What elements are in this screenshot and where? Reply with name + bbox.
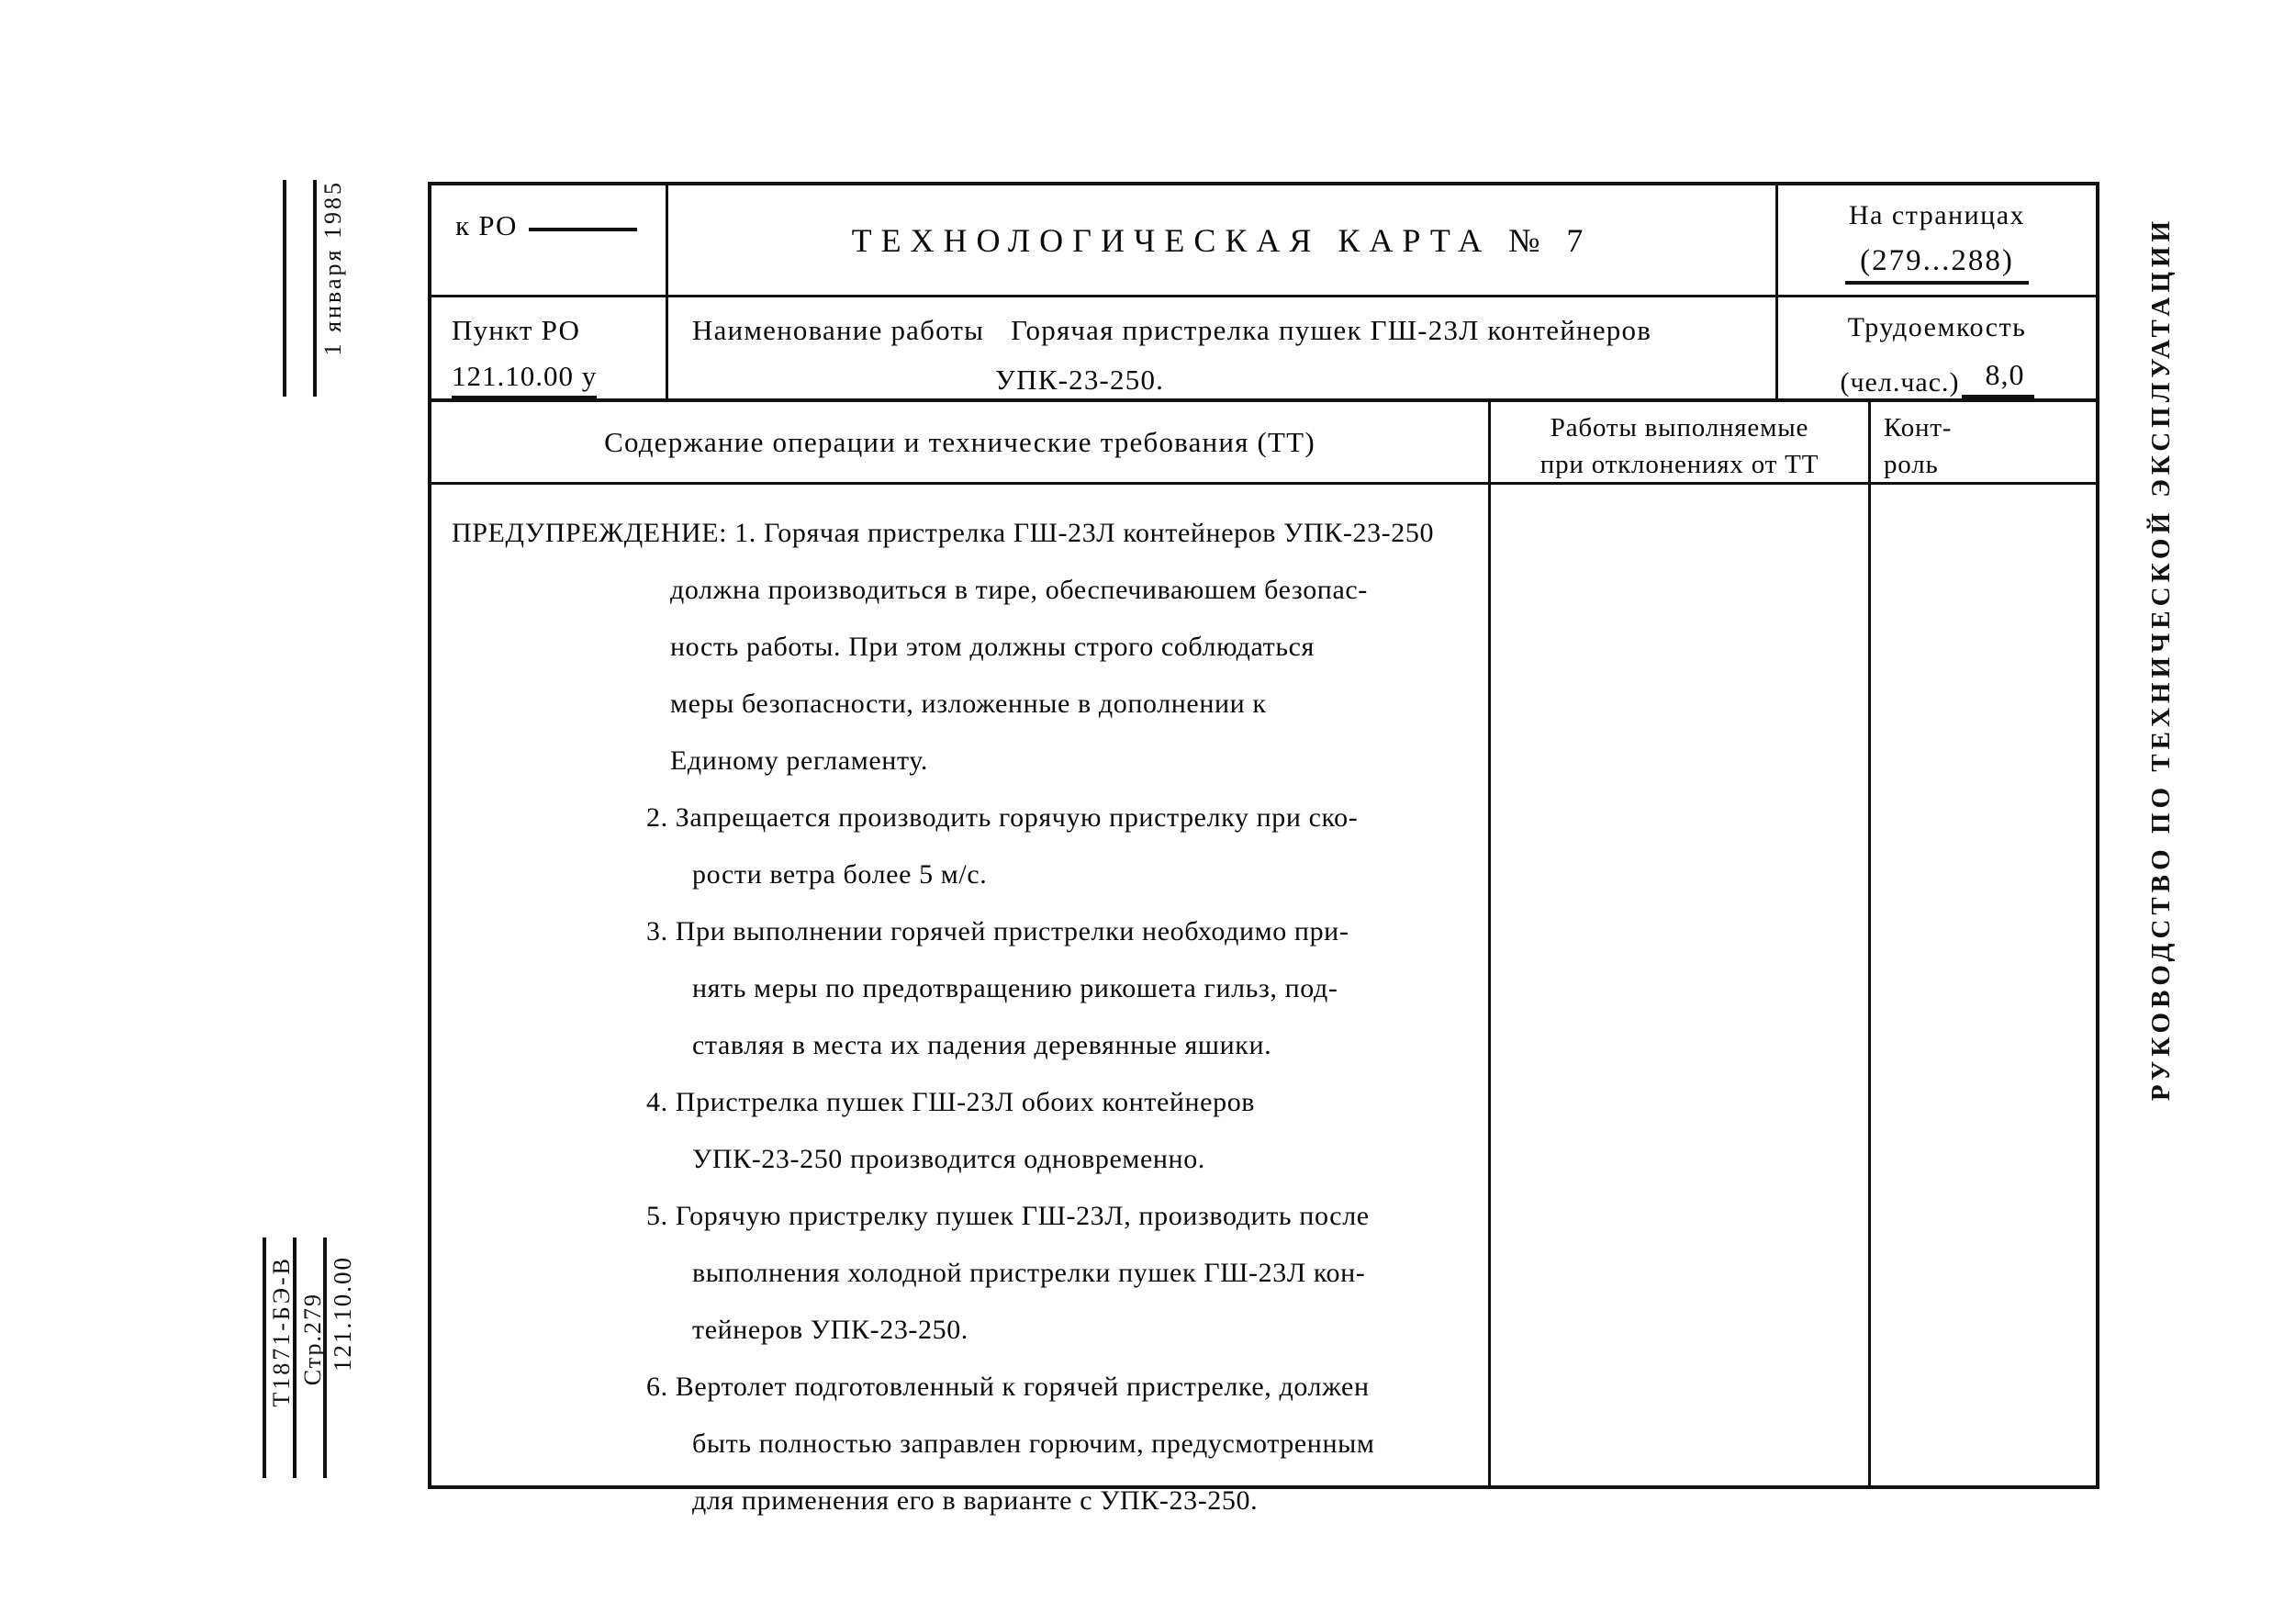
- ro-item-cell: [431, 297, 668, 398]
- table-body-row: [431, 485, 2096, 1516]
- ro-label: к РО: [455, 209, 518, 241]
- operation-text-line: ность работы. При этом должны строго соблюдаться: [670, 632, 1315, 662]
- labor-value: 8,0: [1962, 358, 2034, 398]
- left-rail-line-b: [313, 180, 317, 397]
- labor-cell: [1775, 297, 2096, 398]
- operation-text-line: рости ветра более 5 м/с.: [692, 859, 988, 890]
- manual-title-text: РУКОВОДСТВО ПО ТЕХНИЧЕСКОЙ ЭКСПЛУАТАЦИИ: [2146, 217, 2176, 1102]
- labor-label: Трудоемкость: [1847, 312, 2027, 342]
- pages-label: На страницах: [1848, 200, 2026, 230]
- work-name-value-line1: Горячая пристрелка пушек ГШ-23Л контейнеров: [1011, 314, 1652, 346]
- operation-text-line: быть полностью заправлен горючим, предусмотренным: [692, 1428, 1375, 1459]
- work-name-line-1: [692, 314, 1775, 347]
- ro-code-text: 121.10.00: [329, 1256, 356, 1372]
- left-rail-line-a: [283, 180, 286, 397]
- operation-text-block: [452, 505, 1468, 1529]
- document-title-cell: [668, 185, 1775, 295]
- ro-blank-line: [529, 228, 637, 231]
- page-number-text: Стр.279: [299, 1293, 326, 1386]
- column-header-control-line1: Конт-: [1884, 413, 1953, 442]
- pages-cell: [1775, 185, 2096, 295]
- page-title: ТЕХНОЛОГИЧЕСКАЯ КАРТА № 7: [851, 221, 1593, 259]
- pages-value: (279...288): [1845, 244, 2029, 285]
- labor-units-label: (чел.час.): [1840, 367, 1960, 398]
- operation-text-line: 5. Горячую пристрелку пушек ГШ-23Л, производить после: [646, 1201, 1370, 1231]
- operation-text-line: Единому регламенту.: [670, 745, 928, 776]
- header-row-work: [431, 297, 2096, 402]
- operation-text-line: должна производиться в тире, обеспечиваюшем безопас-: [670, 575, 1368, 605]
- operation-text-line: ставляя в места их падения деревянные яшики.: [692, 1030, 1272, 1060]
- operation-text-line: ПРЕДУПРЕЖДЕНИЕ: 1. Горячая пристрелка ГШ-23Л контейнеров УПК-23-250: [452, 518, 1435, 548]
- ro-reference-cell: [431, 185, 668, 295]
- operation-text-line: УПК-23-250 производится одновременно.: [692, 1144, 1205, 1174]
- control-cell: [1871, 485, 2096, 1485]
- operation-text-line: тейнеров УПК-23-250.: [692, 1315, 968, 1345]
- column-header-control: [1871, 402, 2096, 482]
- work-name-cell: [668, 297, 1775, 398]
- technology-card-table: [428, 182, 2099, 1516]
- column-header-deviation: [1491, 402, 1871, 482]
- operation-text-line: нять меры по предотвращению рикошета гильз, под-: [692, 973, 1338, 1003]
- column-header-deviation-line2: при отклонениях от ТТ: [1539, 450, 1819, 479]
- header-row-title: [431, 185, 2096, 297]
- effective-date-text: 1 января 1985: [319, 180, 346, 356]
- operation-text-line: 2. Запрещается производить горячую пристрелку при ско-: [646, 802, 1359, 833]
- work-name-value-line2: УПК-23-250.: [995, 364, 1165, 396]
- column-header-content: [431, 402, 1491, 482]
- column-header-content-label: Содержание операции и технические требования (ТТ): [604, 425, 1315, 458]
- operation-text-line: выполнения холодной пристрелки пушек ГШ-23Л кон-: [692, 1258, 1366, 1288]
- left-code-rail-a: [263, 1238, 266, 1478]
- operation-text-line: 4. Пристрелка пушек ГШ-23Л обоих контейнеров: [646, 1087, 1256, 1117]
- ro-item-value: 121.10.00 у: [452, 360, 597, 399]
- operation-text-line: 3. При выполнении горячей пристрелки необходимо при-: [646, 916, 1349, 946]
- ro-item-label: Пункт РО: [452, 314, 581, 346]
- document-code-text: Т1871-БЭ-В: [268, 1256, 295, 1407]
- operation-text-line: 6. Вертолет подготовленный к горячей пристрелке, должен: [646, 1372, 1370, 1402]
- column-header-row: [431, 402, 2096, 485]
- operation-content-cell: [431, 485, 1491, 1516]
- work-name-label: Наименование работы: [692, 314, 985, 346]
- operation-text-line: для применения его в варианте с УПК-23-250.: [692, 1485, 1259, 1516]
- column-header-control-line2: роль: [1884, 450, 1939, 479]
- labor-value-row: [1778, 358, 2096, 398]
- deviation-works-cell: [1491, 485, 1871, 1485]
- operation-text-line: меры безопасности, изложенные в дополнении к: [670, 689, 1267, 719]
- column-header-deviation-line1: Работы выполняемые: [1550, 413, 1809, 442]
